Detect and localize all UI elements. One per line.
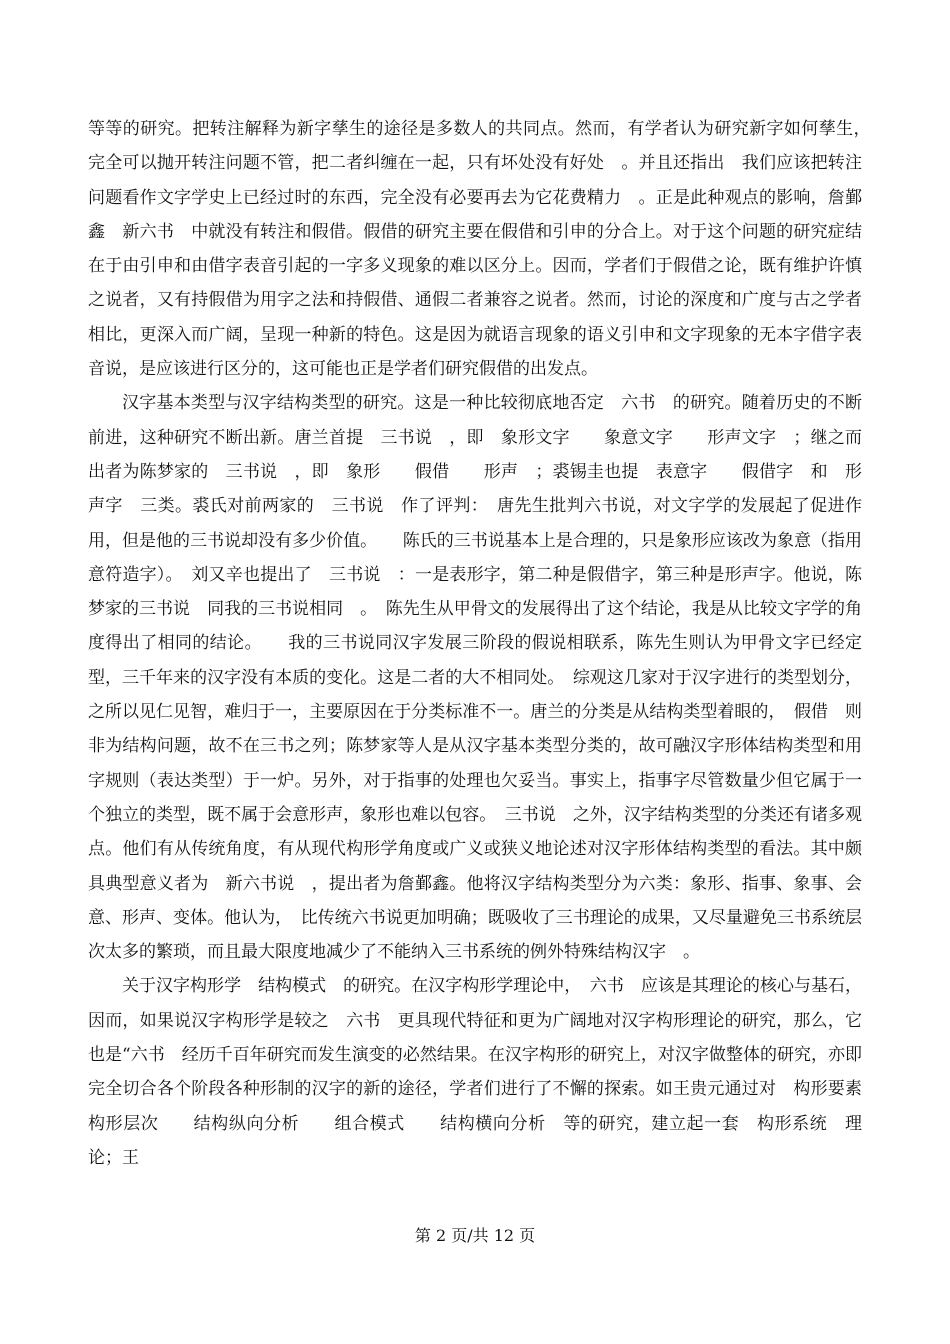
document-body — [88, 112, 896, 1175]
page-number: 第 2 页/共 12 页 — [414, 1226, 536, 1245]
paragraph-structure-mode: 关于汉字构形学 结构模式 的研究。在汉字构形学理论中， 六书 应该是其理论的核心与基石，因而，如果说汉字构形学是较之 六书 更具现代特征和更为广阔地对汉字构形理论的研究，那么，它也是“六书 经历千百年研究而发生演变的必然结果。在汉字构形的研究上，对汉字做整体的研究，亦即完全切合各个阶段各种形制的汉字的新的途径，学者们进行了不懈的探索。如王贵元通过对 构形要素 构形层次 结构纵向分析 组合模式 结构横向分析 等的研究，建立起一套 构形系统 理论；王 — [88, 976, 896, 1168]
paragraph-zhuanzhu-jiajie: 等等的研究。把转注解释为新字孳生的途径是多数人的共同点。然而，有学者认为研究新字如何孳生， 完全可以抛开转注问题不管，把二者纠缠在一起，只有坏处没有好处 。并且还指出 我们应该把转注问题看作文字学史上已经过时的东西，完全没有必要再去为它花费精力 。正是此种观点的影响，詹鄞鑫 新六书 中就没有转注和假借。假借的研究主要在假借和引申的分合上。对于这个问题的研究症结在于由引申和由借字表音引起的一字多义现象的难以区分上。因而，学者们于假借之论，既有维护许慎之说者，又有持假借为用字之法和持假借、通假二者兼容之说者。然而，讨论的深度和广度与古之学者相比，更深入而广阔，呈现一种新的特色。这是因为就语言现象的语义引申和文字现象的无本字借字表音说，是应该进行区分的，这可能也正是学者们研究假借的出发点。 — [88, 119, 879, 380]
paragraph-basic-types: 汉字基本类型与汉字结构类型的研究。这是一种比较彻底地否定 六书 的研究。随着历史的不断前进，这种研究不断出新。唐兰首提 三书说 ，即 象形文字 象意文字 形声文字 ；继之而出者为陈梦家的 三书说 ，即 象形 假借 形声 ；裘锡圭也提 表意字 假借字 和 形声字 三类。裘氏对前两家的 三书说 作了评判： 唐先生批判六书说，对文字学的发展起了促进作用，但是他的三书说却没有多少价值。 陈氏的三书说基本上是合理的，只是象形应该改为象意（指用意符造字）。 刘又辛也提出了 三书说 ：一是表形字，第二种是假借字，第三种是形声字。他说，陈梦家的三书说 同我的三书说相同 。 陈先生从甲骨文的发展得出了这个结论，我是从比较文字学的角度得出了相同的结论。 我的三书说同汉字发展三阶段的假说相联系，陈先生则认为甲骨文字已经定型，三千年来的汉字没有本质的变化。这是二者的大不相同处。 综观这几家对于汉字进行的类型划分，之所以见仁见智，难归于一，主要原因在于分类标准不一。唐兰的分类是从结构类型着眼的， 假借 则非为结构问题，故不在三书之列；陈梦家等人是从汉字基本类型分类的，故可融汉字形体结构类型和用字规则（表达类型）于一炉。另外，对于指事的处理也欠妥当。事实上，指事字尽管数量少但它属于一个独立的类型，既不属于会意形声，象形也难以包容。 三书说 之外，汉字结构类型的分类还有诸多观点。他们有从传统角度，有从现代构形学角度或广义或狭义地论述对汉字形体结构类型的看法。其中颇具典型意义者为 新六书说 ，提出者为詹鄞鑫。他将汉字结构类型分为六类：象形、指事、象事、会意、形声、变体。他认为， 比传统六书说更加明确；既吸收了三书理论的成果，又尽量避免三书系统层次太多的繁琐，而且最大限度地减少了不能纳入三书系统的例外特殊结构汉字 。 — [88, 393, 862, 963]
